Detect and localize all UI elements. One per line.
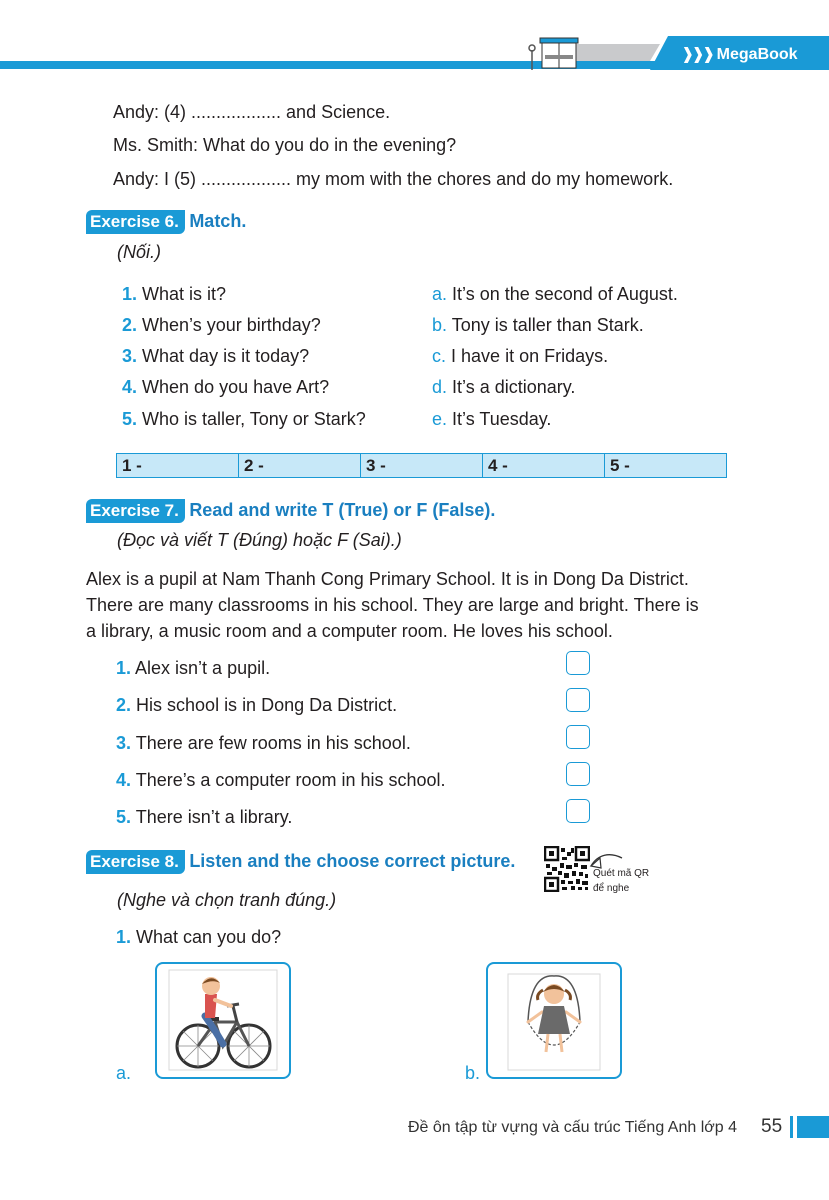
match-question: 3. What day is it today?: [122, 346, 310, 366]
boy-riding-bike-icon: [157, 964, 289, 1077]
match-answer: b. Tony is taller than Stark.: [432, 315, 644, 335]
match-answer: d. It’s a dictionary.: [432, 377, 576, 397]
answer-box[interactable]: [566, 725, 590, 749]
exercise-badge: Exercise 8.: [86, 850, 185, 874]
exercise-title: Match.: [189, 211, 247, 231]
answer-cell[interactable]: 3 -: [361, 454, 483, 478]
brand-mark-icon: ❱❱❱: [681, 46, 713, 63]
answer-box[interactable]: [566, 799, 590, 823]
exercise-8-heading: [86, 851, 515, 872]
answer-box[interactable]: [566, 651, 590, 675]
match-question: 2. When’s your birthday?: [122, 315, 321, 335]
passage-line: There are many classrooms in his school. They are large and bright. There is: [86, 595, 699, 615]
footer-book-title: Đề ôn tập từ vựng và cấu trúc Tiếng Anh lớp 4: [408, 1119, 737, 1136]
answer-table: [116, 453, 727, 478]
answer-box[interactable]: [566, 762, 590, 786]
exercise-title: Listen and the choose correct picture.: [189, 851, 516, 871]
match-answer: c. I have it on Fridays.: [432, 346, 609, 366]
header-bar: [0, 0, 829, 80]
footer-accent-bar: [790, 1116, 793, 1138]
answer-cell[interactable]: 2 -: [239, 454, 361, 478]
exercise-badge: Exercise 7.: [86, 499, 185, 523]
true-false-item: 2. His school is in Dong Da District.: [116, 695, 398, 715]
passage-line: a library, a music room and a computer room. He loves his school.: [86, 621, 613, 641]
qr-code-icon[interactable]: [544, 846, 590, 892]
match-question: 4. When do you have Art?: [122, 377, 330, 397]
true-false-item: 5. There isn’t a library.: [116, 807, 293, 827]
option-letter: a.: [116, 1063, 132, 1083]
answer-cell[interactable]: 5 -: [605, 454, 727, 478]
picture-option-b[interactable]: [486, 962, 622, 1079]
exercise-7-heading: [86, 500, 495, 521]
qr-caption: Quét mã QR: [593, 868, 650, 879]
match-question: 5. Who is taller, Tony or Stark?: [122, 409, 366, 429]
header-graphic: [0, 0, 829, 80]
answer-box[interactable]: [566, 688, 590, 712]
exercise-title: Read and write T (True) or F (False).: [189, 500, 496, 520]
girl-skipping-rope-icon: [488, 964, 620, 1077]
passage-line: Alex is a pupil at Nam Thanh Cong Primary School. It is in Dong Da District.: [86, 569, 689, 589]
match-answer: a. It’s on the second of August.: [432, 284, 678, 304]
exercise-6-heading: [86, 211, 246, 232]
exercise-subtitle: (Nghe và chọn tranh đúng.): [117, 890, 337, 910]
match-question: 1. What is it?: [122, 284, 227, 304]
footer-accent-block: [797, 1116, 829, 1138]
option-letter: b.: [465, 1063, 481, 1083]
qr-caption: để nghe: [593, 883, 630, 894]
match-answer: e. It’s Tuesday.: [432, 409, 552, 429]
true-false-item: 3. There are few rooms in his school.: [116, 733, 411, 753]
exercise-subtitle: (Đọc và viết T (Đúng) hoặc F (Sai).): [117, 530, 402, 550]
true-false-item: 4. There’s a computer room in his school.: [116, 770, 446, 790]
picture-option-a[interactable]: [155, 962, 291, 1079]
dialogue-line: Andy: (4) .................. and Science.: [113, 102, 391, 122]
exercise-badge: Exercise 6.: [86, 210, 185, 234]
page-number: 55: [761, 1116, 783, 1137]
exercise-subtitle: (Nối.): [117, 242, 161, 262]
true-false-item: 1. Alex isn’t a pupil.: [116, 658, 271, 678]
answer-cell[interactable]: 4 -: [483, 454, 605, 478]
brand-name: MegaBook: [716, 46, 798, 63]
brand-logo: [681, 44, 798, 64]
listening-question: 1. What can you do?: [116, 927, 282, 947]
dialogue-line: Ms. Smith: What do you do in the evening?: [113, 135, 457, 155]
dialogue-line: Andy: I (5) .................. my mom with the chores and do my homework.: [113, 169, 674, 189]
answer-cell[interactable]: 1 -: [117, 454, 239, 478]
